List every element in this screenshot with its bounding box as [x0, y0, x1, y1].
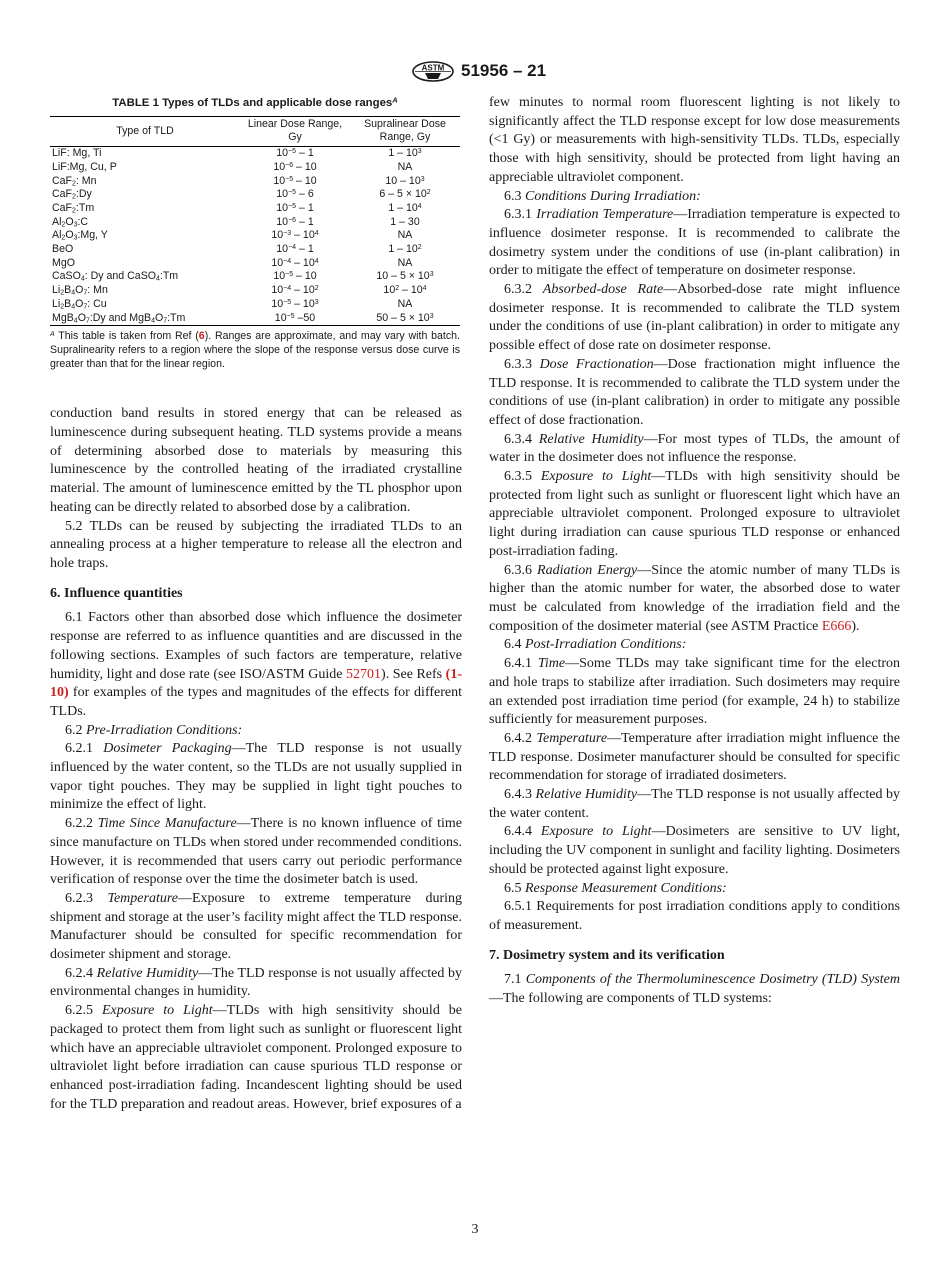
- dose-range-table: [50, 116, 460, 327]
- table-footnote: $^A$ This table is taken from Ref (6). Ranges are approximate, and may vary with batch. Supralinearity refers to a region where the slope of the response versus dose curve is greater than that for the linear region.: [50, 330, 460, 370]
- paragraph: 6.3 Conditions During Irradiation:: [504, 188, 701, 204]
- cell-linear-range: $10^{-5} - 1$: [276, 201, 314, 214]
- cell-linear-range: $10^{-4} - 10^2$: [271, 284, 319, 297]
- paragraph: 6.4.2 Temperature—Temperature after irradiation might influence the TLD response. Dosimeter manufacturer should be consulted for specific recommendation for storage of irradiated dosimeters.: [489, 730, 901, 784]
- paragraph: 6.2.5 Exposure to Light—TLDs with high sensitivity should be packaged to protect them from light such as sunlight or fluorescent light which have an appreciable ultraviolet component. Prolonged exposure to ultraviolet light before irradiation can cause spurious TLD response or enhanced post-irradiation fading. Incandescent lighting should be used for the TLD preparation and readout areas. However, brief exposures of a: [50, 1003, 462, 1112]
- paragraph: 6.2 Pre-Irradiation Conditions:: [65, 722, 243, 738]
- cell-supralinear-range: $1 - 10^4$: [388, 201, 422, 214]
- table-row: [50, 284, 460, 298]
- cell-linear-range: $10^{-5} - 10^3$: [271, 297, 319, 310]
- cell-supralinear-range: $10 - 10^3$: [385, 174, 425, 187]
- right-column: [489, 94, 900, 1009]
- table-header-linear: Linear Dose Range, Gy: [247, 117, 343, 144]
- paragraph: 6.2.2 Time Since Manufacture—There is no known influence of time since manufacture on TLDs when stored under recommended conditions. However, it is recommended that users carry out periodic performance verification of response over the time the dosimeter batch is used.: [50, 816, 463, 888]
- table-row: [50, 312, 460, 326]
- table-row: [50, 188, 460, 202]
- cell-linear-range: $10^{-4} - 1$: [276, 243, 314, 256]
- cell-linear-range: $10^{-5} - 10$: [273, 270, 317, 283]
- cell-tld-type: CaF$_2$: Mn: [52, 174, 97, 187]
- left-column: [50, 94, 462, 1114]
- paragraph: 6.4 Post-Irradiation Conditions:: [504, 637, 687, 653]
- cell-supralinear-range: NA: [397, 297, 413, 310]
- section-heading: 7. Dosimetry system and its verification: [489, 947, 725, 963]
- cell-tld-type: $Al_2O_3:Mg$, Y: [52, 229, 108, 242]
- cell-supralinear-range: $1 - 10^2$: [388, 243, 422, 256]
- cell-supralinear-range: $6 - 5 \times 10^2$: [379, 188, 431, 201]
- cell-supralinear-range: $50 - 5 \times 10^3$: [376, 311, 434, 324]
- table-row: [50, 175, 460, 189]
- paragraph: 6.3.5 Exposure to Light—TLDs with high sensitivity should be protected from light such as sunlight or fluorescent light which have an appreciable ultraviolet component. Prolonged exposure to ultraviolet light during irradiation can cause spurious TLD response or enhanced post-irradiation fading.: [489, 469, 900, 559]
- cell-tld-type: LiF: Mg, Ti: [52, 147, 102, 160]
- cell-linear-range: $10^{-5} - 1$: [276, 147, 314, 160]
- astm-logo-icon: [411, 61, 455, 82]
- section-heading: 6. Influence quantities: [50, 585, 183, 601]
- paragraph: 6.3.1 Irradiation Temperature—Irradiation temperature is expected to influence dosimeter response. It is recommended to calibrate the dosimetry system under the conditions of use (in-plant calibration) in order to mitigate the effect of temperature on dosimeter response.: [489, 207, 901, 279]
- table-row: [50, 161, 460, 175]
- paragraph: few minutes to normal room fluorescent lighting is not likely to significantly affect the TLD response except for low dose measurements (<1 Gy) or measurements with high-sensitivity TLDs. TLDs, especially those with high sensitivity, should be protected from light having an appreciable ultraviolet component.: [489, 95, 900, 185]
- paragraph: 6.5 Response Measurement Conditions:: [504, 880, 727, 896]
- table-row: [50, 243, 460, 257]
- paragraph: 5.2 TLDs can be reused by subjecting the irradiated TLDs to an annealing process at a higher temperature to release all the electron and hole traps.: [50, 518, 462, 571]
- paragraph: 6.5.1 Requirements for post irradiation conditions apply to conditions of measurement.: [489, 899, 900, 933]
- table-row: [50, 298, 460, 312]
- table-row: [50, 257, 460, 271]
- table-row: [50, 270, 460, 284]
- cell-tld-type: CaF$_2$:Dy: [52, 188, 92, 201]
- cell-supralinear-range: $10^2 - 10^4$: [383, 284, 427, 297]
- table-caption: TABLE 1 Types of TLDs and applicable dose ranges$^A$: [112, 95, 398, 109]
- table-row: [50, 202, 460, 216]
- cell-tld-type: $Li_2B_4O_7$: Cu: [52, 297, 107, 311]
- cell-tld-type: $Li_2B_4O_7$: Mn: [52, 284, 108, 297]
- cell-linear-range: $10^{-5} - 6$: [276, 188, 314, 201]
- cell-tld-type: $Al_2O_3:C$: [52, 215, 89, 229]
- cell-supralinear-range: 1 – 30: [390, 215, 420, 228]
- cell-linear-range: $10^{-3} - 10^4$: [271, 229, 319, 242]
- cell-tld-type: LiF:Mg, Cu, P: [52, 160, 117, 173]
- cell-linear-range: $10^{-6} - 1$: [276, 215, 314, 228]
- table-row: [50, 216, 460, 230]
- table-header-supralinear: Supralinear Dose Range, Gy: [364, 117, 446, 144]
- table-1: [50, 94, 462, 371]
- cell-linear-range: $10^{-6} - 10$: [273, 160, 317, 173]
- paragraph: 6.4.3 Relative Humidity—The TLD response is not usually affected by the water content.: [489, 787, 901, 821]
- cell-supralinear-range: $10 - 5 \times 10^3$: [376, 270, 434, 283]
- cell-tld-type: BeO: [52, 243, 74, 256]
- table-header-type: Type of TLD: [116, 124, 174, 137]
- document-number: 51956 – 21: [461, 61, 547, 80]
- paragraph: 6.4.4 Exposure to Light—Dosimeters are sensitive to UV light, including the UV component in sunlight and facility lighting. Dosimeters should be protected against light exposure.: [489, 824, 901, 877]
- paragraph: 6.2.3 Temperature—Exposure to extreme temperature during shipment and storage at the user’s facility might affect the TLD response. Manufacturer should be consulted for specific recommendation for dosimeter shipment and storage.: [50, 890, 463, 963]
- paragraph: 6.2.1 Dosimeter Packaging—The TLD response is not usually influenced by the water content, so the TLDs are not usually supplied in vapor tight pouches. They may be supplied in light tight pouches to minimize the effect of light.: [50, 741, 462, 813]
- cell-tld-type: $MgB_4O_7:Dy$ and $MgB_4O_7:Tm$: [52, 311, 186, 324]
- cell-supralinear-range: NA: [397, 256, 413, 269]
- paragraph: 6.4.1 Time—Some TLDs may take significant time for the electron and hole traps to stabilize after irradiation. Such dosimeters may require an extended post irradiation time period (for example, 24 h) to stabilize sufficiently for measurement purposes.: [489, 656, 900, 728]
- paragraph: conduction band results in stored energy that can be released as luminescence during subsequent heating. TLD systems provide a means of determining absorbed dose to materials by measuring this luminescence by the controlled heating of the irradiated crystalline material. The amount of luminescence emitted by the TL phosphor upon heating can be directly related to absorbed dose by a calibration.: [50, 406, 462, 515]
- page-header: [0, 60, 950, 84]
- cell-tld-type: MgO: [52, 256, 75, 269]
- table-row: [50, 229, 460, 243]
- paragraph: 6.3.3 Dose Fractionation—Dose fractionation might influence the TLD response. It is recommended to calibrate the TLD system under the conditions of use (in-plant calibration) in order to mitigate any possible effect of dose fractionation.: [489, 356, 901, 428]
- paragraph: 6.1 Factors other than absorbed dose which influence the dosimeter response are referred to as influence quantities and are discussed in the following sections. Examples of such factors are temperature, relative humidity, light and dose rate (see ISO/ASTM Guide 52701). See Refs (1-10) for examples of the types and magnitudes of the effects for different TLDs.: [50, 610, 462, 719]
- cell-tld-type: CaSO$_4$: Dy and CaSO$_4$:Tm: [52, 270, 179, 283]
- svg-text:ASTM: ASTM: [421, 63, 445, 73]
- cell-supralinear-range: $1 - 10^3$: [388, 147, 422, 160]
- cell-linear-range: $10^{-5} - 10$: [273, 174, 317, 187]
- page-number: 3: [471, 1222, 479, 1237]
- paragraph: 6.2.4 Relative Humidity—The TLD response is not usually affected by environmental changes in humidity.: [50, 965, 463, 1000]
- paragraph: 6.3.6 Radiation Energy—Since the atomic number of many TLDs is higher than the atomic number for water, the absorbed dose to water must be calculated from knowledge of the irradiation field and the composition of the dosimeter material (see ASTM Practice E666).: [489, 562, 900, 634]
- cell-supralinear-range: NA: [397, 160, 413, 173]
- cell-linear-range: $10^{-5}$ –50: [274, 311, 316, 324]
- cell-tld-type: CaF$_2$:Tm: [52, 201, 95, 215]
- paragraph: 6.3.4 Relative Humidity—For most types of TLDs, the amount of water in the dosimeter does not influence the response.: [489, 431, 901, 466]
- cell-supralinear-range: NA: [397, 229, 413, 242]
- paragraph: 7.1 Components of the Thermoluminescence Dosimetry (TLD) System—The following are components of TLD systems:: [489, 972, 901, 1007]
- cell-linear-range: $10^{-4} - 10^4$: [271, 256, 319, 269]
- paragraph: 6.3.2 Absorbed-dose Rate—Absorbed-dose rate might influence dosimeter response. It is recommended to calibrate the TLD system under the conditions of use (in-plant calibration) in order to mitigate any possible effect of dose rate on dosimeter response.: [489, 282, 900, 354]
- table-row: [50, 147, 460, 161]
